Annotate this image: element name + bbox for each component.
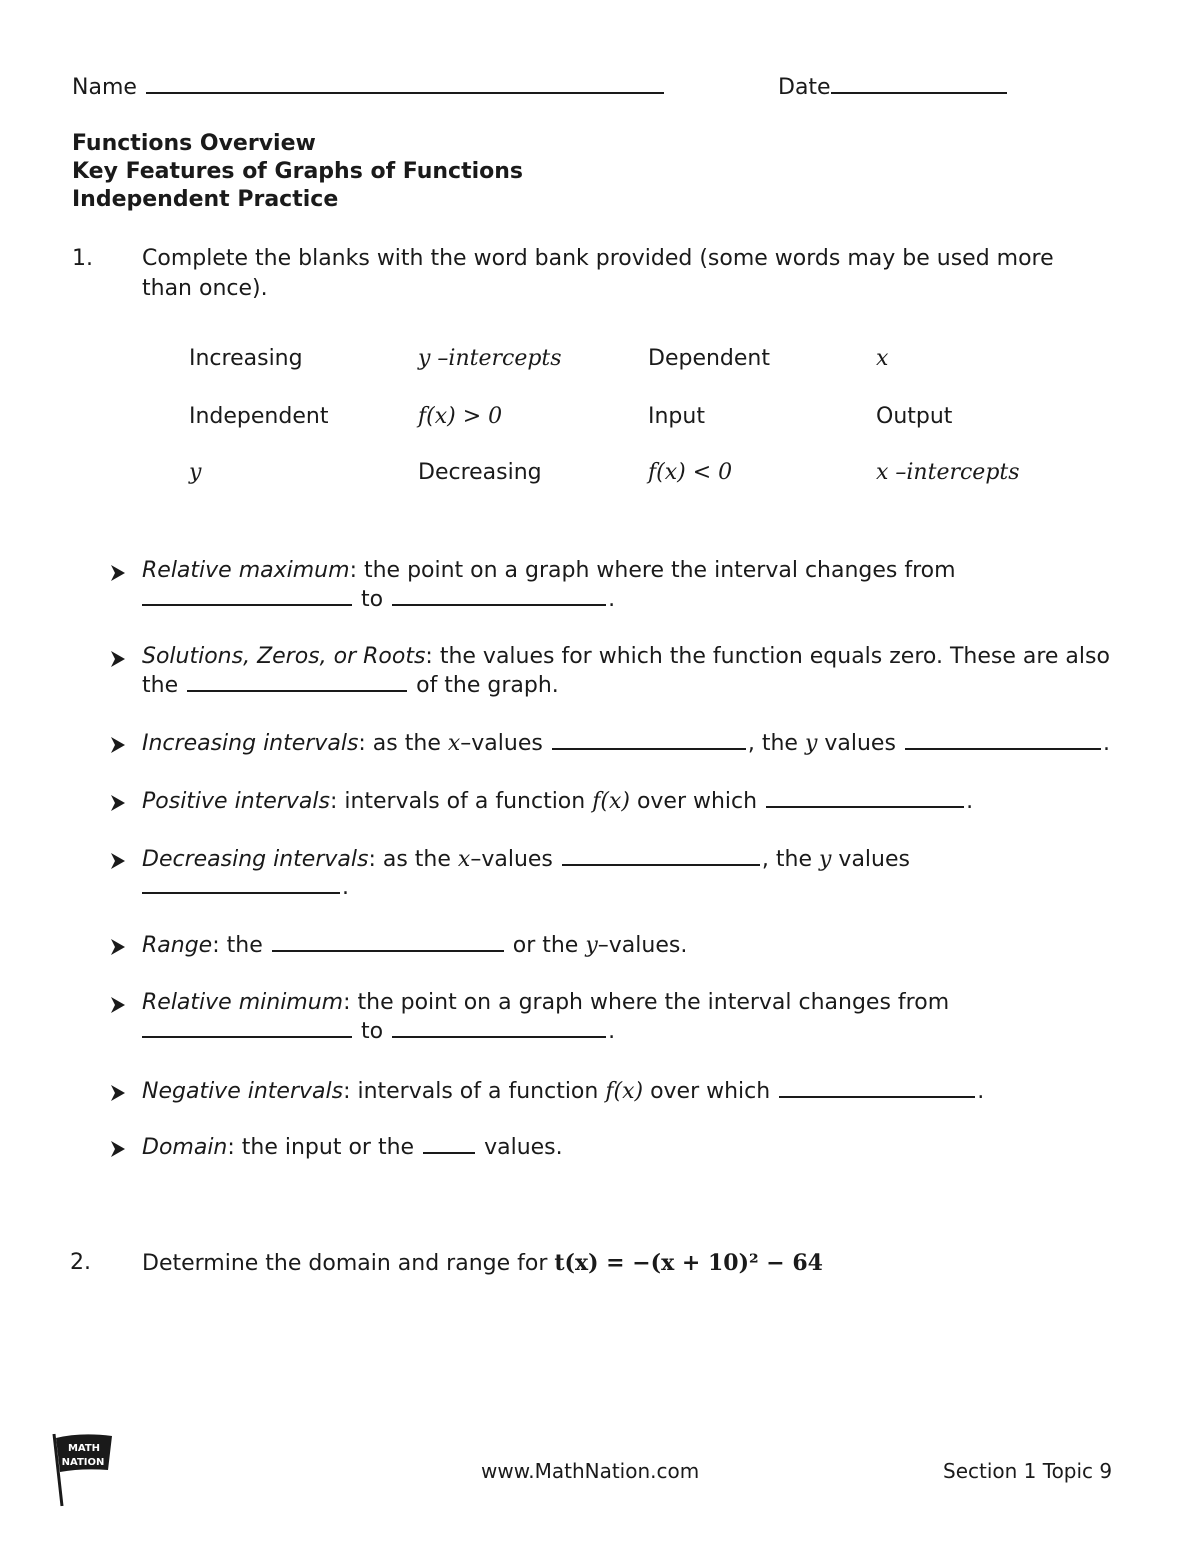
bullet-text: over which xyxy=(636,789,758,814)
bullet-text: . xyxy=(608,1019,616,1044)
bullet-text: –values xyxy=(460,731,543,756)
bullet-increasing-intervals xyxy=(142,730,1110,756)
term: Relative minimum xyxy=(142,990,344,1015)
arrow-bullet-icon xyxy=(108,1138,128,1160)
name-label: Name xyxy=(72,75,137,100)
title-key-features: Key Features of Graphs of Functions xyxy=(72,159,524,184)
bullet-decreasing-intervals xyxy=(142,846,910,872)
title-functions-overview: Functions Overview xyxy=(72,131,316,156)
answer-blank[interactable] xyxy=(779,1078,975,1098)
bullet-text: : as the xyxy=(368,847,451,872)
q1-number: 1. xyxy=(72,246,93,271)
arrow-bullet-icon xyxy=(108,994,128,1016)
name-field xyxy=(72,74,666,100)
footer-section: Section 1 Topic 9 xyxy=(943,1459,1113,1483)
bullet-text: , the xyxy=(747,731,798,756)
bullet-text: . xyxy=(966,789,974,814)
word-bank-item: Increasing xyxy=(189,346,303,371)
svg-text:MATH: MATH xyxy=(67,1443,101,1454)
answer-blank[interactable] xyxy=(552,730,746,750)
bullet-range xyxy=(142,932,687,958)
answer-blank[interactable] xyxy=(766,788,964,808)
bullet-text: –values. xyxy=(597,933,688,958)
bullet-relative-maximum-line2 xyxy=(142,586,615,612)
bullet-positive-intervals xyxy=(142,788,973,814)
math-x: x xyxy=(447,731,461,756)
answer-blank[interactable] xyxy=(905,730,1101,750)
word-bank-item: f(x) < 0 xyxy=(648,460,733,485)
bullet-text: , the xyxy=(761,847,812,872)
q2-prompt: Determine the domain and range for xyxy=(142,1251,548,1276)
bullet-text: : as the xyxy=(358,731,441,756)
arrow-bullet-icon xyxy=(108,936,128,958)
word-bank-item: Input xyxy=(648,404,705,429)
bullet-text: to xyxy=(361,1019,384,1044)
bullet-text: . xyxy=(977,1079,985,1104)
bullet-text: . xyxy=(1102,731,1110,756)
word-bank-item: x xyxy=(876,346,889,371)
answer-blank[interactable] xyxy=(423,1134,475,1154)
bullet-text: –values xyxy=(470,847,553,872)
word-bank-item: y –intercepts xyxy=(418,346,562,371)
bullet-domain xyxy=(142,1134,563,1160)
word-bank-item: Output xyxy=(876,404,953,429)
bullet-text: : the values for which the function equals zero. These are also xyxy=(425,644,1110,669)
title-independent-practice: Independent Practice xyxy=(72,187,339,212)
date-blank[interactable] xyxy=(831,74,1007,94)
bullet-text: or the xyxy=(512,933,579,958)
arrow-bullet-icon xyxy=(108,734,128,756)
word-bank-item: y xyxy=(189,460,202,485)
bullet-negative-intervals xyxy=(142,1078,984,1104)
word-bank-item: f(x) > 0 xyxy=(418,404,503,429)
answer-blank[interactable] xyxy=(392,1018,606,1038)
math-y: y xyxy=(585,933,598,958)
bullet-text: values xyxy=(824,731,896,756)
bullet-text: : the xyxy=(212,933,263,958)
q2-prompt-row xyxy=(142,1250,823,1276)
bullet-relative-maximum xyxy=(142,558,956,583)
bullet-text: : intervals of a function xyxy=(329,789,586,814)
math-y: y xyxy=(804,731,818,756)
term: Negative intervals xyxy=(142,1079,344,1104)
bullet-text: : the point on a graph where the interval changes from xyxy=(343,990,950,1015)
term: Increasing intervals xyxy=(142,731,359,756)
bullet-relative-minimum-line2 xyxy=(142,1018,615,1044)
q2-equation: t(x) = −(x + 10)² − 64 xyxy=(554,1250,823,1276)
bullet-text: the xyxy=(142,673,179,698)
answer-blank[interactable] xyxy=(272,932,504,952)
arrow-bullet-icon xyxy=(108,562,128,584)
q1-prompt-line2: than once). xyxy=(142,276,268,301)
q2-number: 2. xyxy=(70,1250,91,1275)
bullet-relative-minimum xyxy=(142,990,949,1015)
svg-text:NATION: NATION xyxy=(61,1457,105,1468)
word-bank-item: Independent xyxy=(189,404,329,429)
bullet-text: of the graph. xyxy=(416,673,559,698)
math-y: y xyxy=(818,847,832,872)
word-bank-item: x –intercepts xyxy=(876,460,1020,485)
date-label: Date xyxy=(778,75,831,100)
term: Relative maximum xyxy=(142,558,350,583)
bullet-solutions-line2 xyxy=(142,672,559,698)
math-fx: f(x) xyxy=(605,1079,644,1104)
math-x: x xyxy=(457,847,471,872)
bullet-text: . xyxy=(608,587,616,612)
arrow-bullet-icon xyxy=(108,850,128,872)
bullet-text: : the point on a graph where the interval changes from xyxy=(349,558,956,583)
bullet-text: values. xyxy=(484,1135,563,1160)
bullet-text: over which xyxy=(650,1079,771,1104)
bullet-text: values xyxy=(838,847,910,872)
answer-blank[interactable] xyxy=(392,586,606,606)
arrow-bullet-icon xyxy=(108,792,128,814)
bullet-decreasing-intervals-line2 xyxy=(142,874,349,900)
term: Range xyxy=(142,933,213,958)
term: Domain xyxy=(142,1135,228,1160)
bullet-text: . xyxy=(342,875,349,900)
term: Solutions, Zeros, or Roots xyxy=(142,644,426,669)
math-fx: f(x) xyxy=(592,789,630,814)
answer-blank[interactable] xyxy=(142,586,352,606)
bullet-solutions xyxy=(142,644,1110,669)
bullet-text: : the input or the xyxy=(227,1135,415,1160)
arrow-bullet-icon xyxy=(108,1082,128,1104)
bullet-text: to xyxy=(361,587,384,612)
bullet-text: : intervals of a function xyxy=(343,1079,599,1104)
name-blank[interactable] xyxy=(146,74,664,94)
arrow-bullet-icon xyxy=(108,648,128,670)
q1-prompt-line1: Complete the blanks with the word bank provided (some words may be used more xyxy=(142,246,1054,271)
answer-blank[interactable] xyxy=(142,1018,352,1038)
word-bank-item: Decreasing xyxy=(418,460,542,485)
answer-blank[interactable] xyxy=(562,846,760,866)
answer-blank[interactable] xyxy=(187,672,407,692)
answer-blank[interactable] xyxy=(142,874,340,894)
date-field xyxy=(778,74,1009,100)
math-nation-logo-icon xyxy=(46,1430,118,1508)
term: Decreasing intervals xyxy=(142,847,369,872)
term: Positive intervals xyxy=(142,789,330,814)
word-bank-item: Dependent xyxy=(648,346,770,371)
footer-url[interactable]: www.MathNation.com xyxy=(481,1459,700,1483)
